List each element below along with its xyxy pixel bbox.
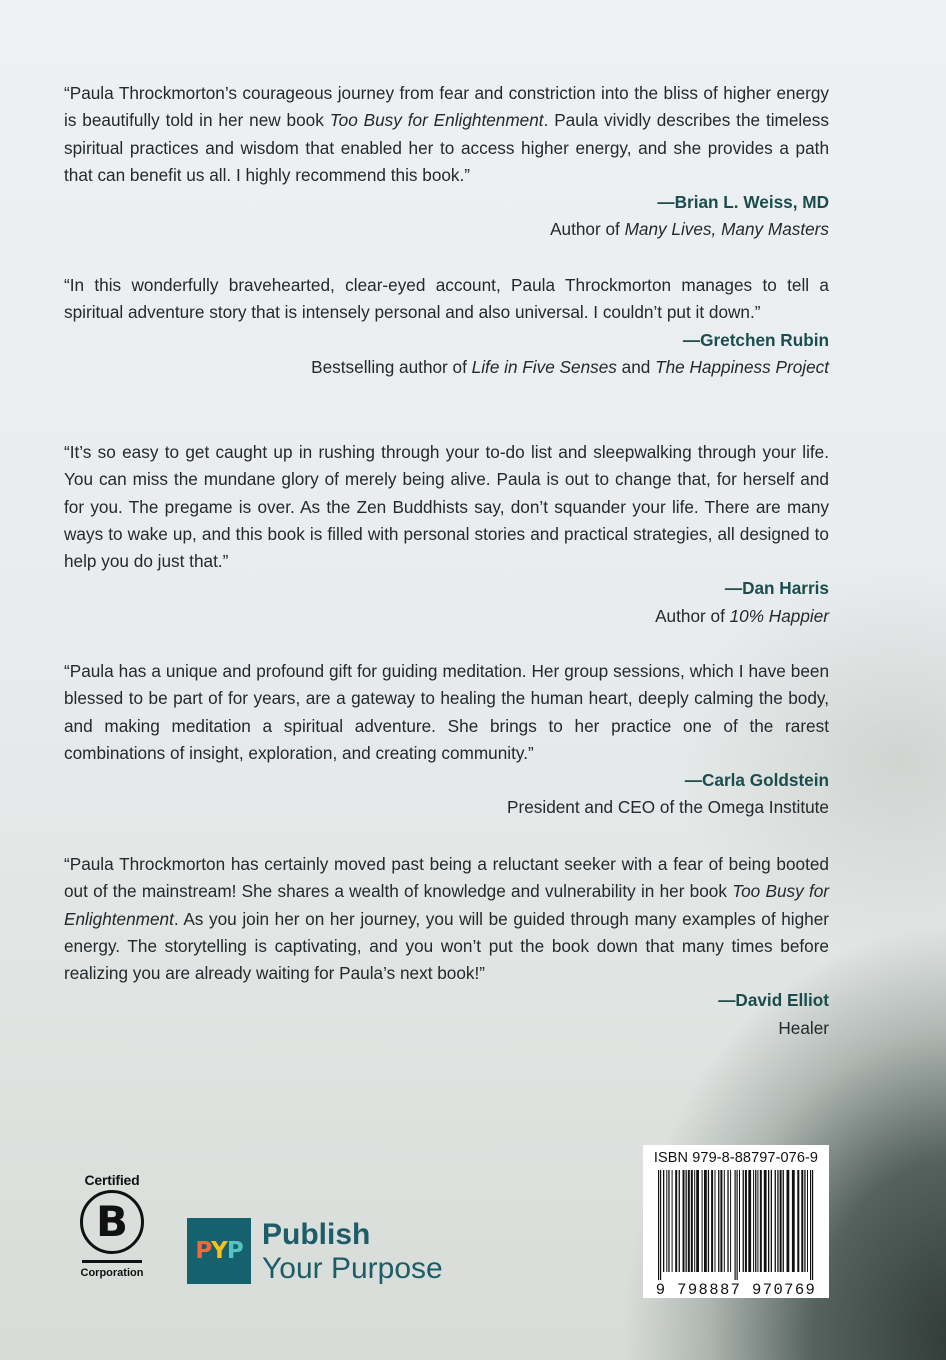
b-corp-logo <box>70 1172 154 1279</box>
logo-letter-y: Y <box>211 1238 227 1264</box>
endorser-role <box>64 603 829 630</box>
publisher-logo-text <box>262 1218 443 1286</box>
role-book-title: 10% Happier <box>729 605 829 626</box>
endorser-role <box>64 1015 829 1042</box>
endorser-name: —Carla Goldstein <box>684 770 829 791</box>
role-segment: Author of <box>550 219 625 240</box>
attribution <box>64 327 829 382</box>
endorser-name: —Brian L. Weiss, MD <box>657 192 829 213</box>
b-corp-certified-label: Certified <box>84 1172 140 1188</box>
role-book-title: Many Lives, Many Masters <box>624 219 829 240</box>
isbn-barcode <box>643 1145 829 1298</box>
quote-segment: . As you join her on her journey, you will be guided through many examples of higher energy. The storytelling is captivating, and you won’t put the book down that many times before realizing you are already waiting for Paula’s next book!” <box>64 908 829 984</box>
publisher-name-line-1: Publish <box>262 1218 371 1251</box>
role-book-title: The Happiness Project <box>655 356 829 377</box>
quote-segment: “Paula has a unique and profound gift for guiding meditation. Her group sessions, which I have been blessed to be part of for years, are a gateway to healing the human heart, deeply calming the body, and making meditation a spiritual adventure. She brings to her practice one of the rarest combinations of insight, exploration, and creating community.” <box>64 661 829 763</box>
b-corp-divider <box>82 1260 142 1263</box>
quote-text <box>64 439 829 575</box>
quote-segment: “It’s so easy to get caught up in rushing through your to-do list and sleepwalking through your life. You can miss the mundane glory of merely being alive. Paula is out to change that, for herself and for you. The pregame is over. As the Zen Buddhists say, don’t squander your life. There are many ways to wake up, and this book is filled with personal stories and practical strategies, all designed to help you do just that.” <box>64 442 829 572</box>
role-segment: Bestselling author of <box>311 356 472 377</box>
attribution <box>64 575 829 630</box>
endorser-role <box>64 794 829 821</box>
publisher-logo-mark <box>187 1218 251 1284</box>
attribution <box>64 987 829 1042</box>
quote-text <box>64 272 829 327</box>
quote-segment: “Paula Throckmorton has certainly moved past being a reluctant seeker with a fear of being booted out of the mainstream! She shares a wealth of knowledge and vulnerability in her book <box>64 854 829 902</box>
endorser-name: —David Elliot <box>718 990 829 1011</box>
endorsement-quote-5 <box>64 851 829 1042</box>
quote-text <box>64 80 829 189</box>
endorser-name: —Dan Harris <box>724 578 829 599</box>
endorser-role <box>64 216 829 243</box>
endorsement-quote-4 <box>64 658 829 822</box>
quote-book-title: Too Busy for Enlightenment <box>64 881 829 929</box>
b-corp-circle-icon <box>80 1190 144 1254</box>
endorsement-quote-1 <box>64 80 829 244</box>
endorsement-quote-2 <box>64 272 829 381</box>
barcode-number: 9 798887 970769 <box>655 1281 817 1299</box>
quote-segment: “Paula Throckmorton’s courageous journey from fear and constriction into the bliss of higher energy is beautifully told in her new book <box>64 83 829 131</box>
role-segment: Healer <box>778 1017 829 1038</box>
endorsement-quote-3 <box>64 439 829 630</box>
quote-segment: . Paula vividly describes the timeless spiritual practices and wisdom that enabled her to access higher energy, and she provides a path that can benefit us all. I highly recommend this book.” <box>64 110 829 185</box>
barcode-bars-icon <box>656 1170 816 1280</box>
endorser-name: —Gretchen Rubin <box>682 329 829 350</box>
role-segment: President and CEO of the Omega Institute <box>507 797 829 818</box>
quote-text <box>64 658 829 767</box>
b-corp-letter: B <box>95 1197 128 1246</box>
logo-letter-p2: P <box>226 1238 243 1264</box>
quote-text <box>64 851 829 987</box>
role-book-title: Life in Five Senses <box>471 356 617 377</box>
logo-letter-p1: P <box>195 1238 212 1264</box>
b-corp-corporation-label: Corporation <box>80 1267 144 1279</box>
quote-segment: “In this wonderfully bravehearted, clear-eyed account, Paula Throckmorton manages to tell a spiritual adventure story that is intensely personal and also universal. I couldn’t put it down.” <box>64 275 829 323</box>
quote-book-title: Too Busy for Enlightenment <box>329 110 544 131</box>
role-segment: and <box>616 356 656 377</box>
attribution <box>64 767 829 822</box>
isbn-label: ISBN 979-8-88797-076-9 <box>653 1150 819 1166</box>
endorser-role <box>64 354 829 381</box>
role-segment: Author of <box>655 605 730 626</box>
attribution <box>64 189 829 244</box>
publisher-name-line-2: Your Purpose <box>262 1252 443 1285</box>
